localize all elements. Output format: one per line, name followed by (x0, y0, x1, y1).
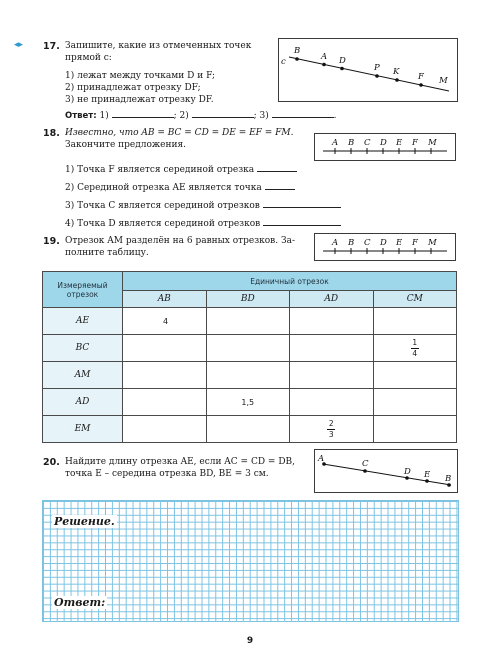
table-row (43, 335, 457, 362)
task17-answer-part1: 1) (99, 111, 109, 121)
table-cell[interactable] (373, 335, 457, 362)
table-cell[interactable] (373, 416, 457, 443)
task18-figure-svg (315, 134, 455, 160)
table-cell[interactable] (123, 389, 207, 416)
task17-label-c: c (281, 57, 286, 67)
task20-line1: Найдите длину отрезка AE, если AC = CD = DB, (65, 457, 296, 467)
fraction: $\frac{1}{4}$ (412, 338, 418, 358)
task17-text (65, 40, 270, 106)
table-row (43, 389, 457, 416)
table-row-label-EM: EM (43, 416, 123, 443)
task18-label-D: D (380, 138, 387, 148)
task19-label-A: A (332, 238, 339, 248)
task20-label-B: B (445, 474, 452, 484)
table-cell[interactable] (123, 362, 207, 389)
task20-label-C: C (362, 459, 369, 469)
task19-table (42, 271, 457, 443)
task18-sentence4: 4) Точка D является серединой отрезков (65, 219, 261, 229)
task19-line2: полните таблицу. (65, 248, 149, 258)
table-unit-header: Единичный отрезок (123, 272, 457, 291)
task17-answer-label: Ответ: (65, 111, 97, 121)
table-cell[interactable] (123, 335, 207, 362)
task19-label-E: E (396, 238, 403, 248)
task17-label-D: D (339, 56, 346, 66)
table-cell[interactable] (373, 308, 457, 335)
table-cell[interactable] (373, 389, 457, 416)
task18-sentence1: 1) Точка F является серединой отрезка (65, 165, 255, 175)
task18-line2: Закончите предложения. (65, 140, 187, 150)
task20-label-E: E (424, 470, 431, 480)
table-row-label-BC: BC (43, 335, 123, 362)
table-cell[interactable] (206, 362, 290, 389)
task17-answer (65, 108, 337, 122)
task18-figure (314, 133, 456, 161)
table-cell[interactable] (290, 389, 374, 416)
table-row-label-AE: AE (43, 308, 123, 335)
solution-label: Решение. (54, 515, 115, 528)
task18-blank4[interactable] (263, 216, 341, 226)
task17-line1: Запишите, какие из отмеченных точек (65, 41, 252, 51)
table-row-label-AM: AM (43, 362, 123, 389)
task19-figure (314, 233, 456, 261)
task19-figure-svg (315, 234, 455, 260)
table-column-AB: AB (123, 291, 207, 308)
task19-number: 19. (43, 236, 60, 247)
task19-label-F: F (412, 238, 418, 248)
task18-label-M: M (428, 138, 437, 148)
task18-text (65, 127, 315, 151)
task19-label-D: D (380, 238, 387, 248)
task18-sentence3: 3) Точка C является серединой отрезков (65, 201, 260, 211)
table-cell[interactable] (206, 416, 290, 443)
task18-sentence2: 2) Серединой отрезка AE является точка (65, 183, 262, 193)
table-cell[interactable] (290, 308, 374, 335)
task18-label-F: F (412, 138, 418, 148)
fraction: $\frac{2}{3}$ (328, 419, 334, 439)
task20-text (65, 456, 315, 480)
task17-item2: 2) принадлежат отрезку DF; (65, 83, 201, 93)
table-cell[interactable] (290, 416, 374, 443)
task19-text (65, 235, 310, 259)
task20-label-D: D (404, 467, 411, 477)
task17-answer-blank3[interactable] (272, 108, 334, 118)
task20-number: 20. (43, 457, 60, 468)
task17-label-B: B (294, 46, 301, 56)
table-column-CM: CM (373, 291, 457, 308)
task17-figure-svg (279, 39, 457, 101)
task18-blank1[interactable] (257, 162, 297, 172)
task19-label-C: C (364, 238, 371, 248)
task17-label-M: M (439, 76, 448, 86)
task17-answer-part3: ; 3) (253, 111, 269, 121)
table-cell[interactable] (290, 362, 374, 389)
task17-figure (278, 38, 458, 102)
task18-label-A: A (332, 138, 339, 148)
table-row (43, 308, 457, 335)
task18-label-E: E (396, 138, 403, 148)
table-column-AD: AD (290, 291, 374, 308)
task19-line1: Отрезок AM разделён на 6 равных отрезков. За- (65, 236, 295, 246)
table-cell[interactable] (373, 362, 457, 389)
task17-label-F: F (418, 72, 424, 82)
table-cell[interactable] (290, 335, 374, 362)
task20-figure-svg (315, 450, 457, 492)
table-row (43, 362, 457, 389)
task18-label-C: C (364, 138, 371, 148)
table-row (43, 416, 457, 443)
answer-label: Ответ: (54, 596, 106, 609)
task17-answer-blank1[interactable] (112, 108, 174, 118)
table-corner-header: Измеряемый отрезок (43, 272, 123, 308)
task20-label-A: A (318, 454, 325, 464)
page-number: 9 (246, 636, 254, 646)
task18-label-B: B (348, 138, 355, 148)
task19-label-B: B (348, 238, 355, 248)
table-column-BD: BD (206, 291, 290, 308)
table-cell[interactable] (206, 335, 290, 362)
task18-sentences (65, 162, 355, 234)
task17-label-K: K (393, 67, 400, 77)
task20-line2: точка E – середина отрезка BD, BE = 3 см. (65, 469, 269, 479)
task17-item1: 1) лежат между точками D и F; (65, 71, 216, 81)
task17-label-A: A (321, 52, 328, 62)
task17-line2: прямой c: (65, 53, 112, 63)
table-cell[interactable] (123, 416, 207, 443)
task17-answer-part4: . (333, 111, 337, 121)
task19-label-M: M (428, 238, 437, 248)
task17-label-P: P (374, 63, 380, 73)
task17-answer-part2: ; 2) (173, 111, 189, 121)
double-arrow-marker-icon: ◂▸ (14, 40, 24, 50)
task18-number: 18. (43, 128, 60, 139)
task18-blank3[interactable] (263, 198, 341, 208)
table-cell[interactable]: 1,5 (206, 389, 290, 416)
task17-answer-blank2[interactable] (192, 108, 254, 118)
table-row-label-AD: AD (43, 389, 123, 416)
table-cell[interactable]: 4 (123, 308, 207, 335)
task17-number: 17. (43, 41, 60, 52)
task20-figure (314, 449, 458, 493)
task18-blank2[interactable] (265, 180, 295, 190)
task17-item3: 3) не принадлежат отрезку DF. (65, 95, 214, 105)
table-cell[interactable] (206, 308, 290, 335)
task18-line1: Известно, что AB = BC = CD = DE = EF = FM. (65, 128, 294, 138)
